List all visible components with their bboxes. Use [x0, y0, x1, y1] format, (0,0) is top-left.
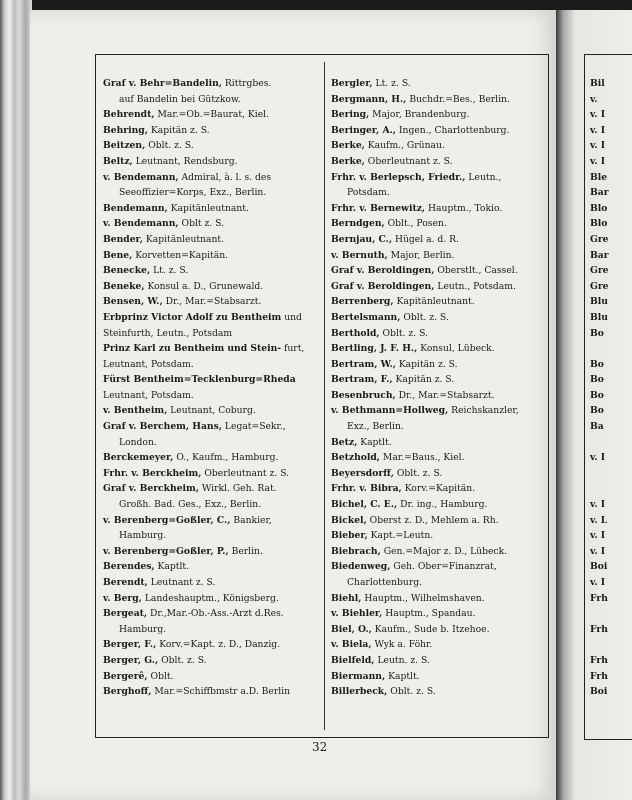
directory-entry [331, 92, 543, 108]
entry-detail: Hauptm., Spandau. [385, 608, 476, 620]
directory-entry [331, 107, 543, 123]
adjacent-page-column [590, 76, 632, 700]
entry-name: Biel, O., [331, 623, 372, 635]
entry-detail: Konsul, Lübeck. [420, 343, 495, 355]
directory-entry [103, 248, 315, 264]
entry-detail: Kaufm., Sude b. Itzehoe. [374, 623, 490, 635]
adjacent-page-fragment: Frh [590, 623, 608, 635]
adjacent-page-fragment: v. I [590, 155, 606, 167]
entry-name: Berger, G., [103, 654, 159, 666]
entry-name: Bensen, W., [103, 296, 163, 308]
directory-entry [331, 669, 543, 685]
adjacent-page-fragment: v. I [590, 124, 606, 136]
entry-detail: Oberstlt., Cassel. [437, 265, 518, 277]
entry-detail: Wyk a. Föhr. [374, 639, 433, 651]
adjacent-page-fragment [590, 341, 632, 357]
entry-detail: Lt. z. S. [375, 78, 411, 89]
directory-entry [331, 606, 543, 622]
directory-entry [103, 138, 315, 154]
entry-name: Graf v. Behr=Bandelin, [103, 78, 222, 89]
entry-detail: Kapitän z. S. [395, 374, 455, 386]
adjacent-page-fragment: Boi [590, 686, 608, 698]
entry-detail: Leutn., Potsdam. [437, 280, 516, 292]
entry-name: Bernjau, C., [331, 233, 393, 245]
entry-detail: Ingen., Charlottenburg. [398, 124, 510, 136]
adjacent-page-fragment: Frh [590, 670, 608, 682]
entry-detail: London. [119, 436, 157, 448]
entry-name: Berendes, [103, 561, 155, 573]
entry-name: Berke, [331, 155, 365, 167]
entry-name: Biehl, [331, 592, 362, 604]
entry-detail: Oblt. z. S. [382, 327, 428, 339]
entry-name: Bertram, F., [331, 374, 393, 386]
directory-entry [103, 606, 315, 637]
entry-detail: Leutnant z. S. [150, 577, 216, 588]
entry-name: Biebrach, [331, 545, 381, 557]
entry-detail: Oberst z. D., Mehlem a. Rh. [369, 514, 499, 526]
adjacent-page-fragment: Gre [590, 280, 609, 292]
entry-detail: Oblt z. S. [181, 218, 225, 230]
adjacent-page-fragment: Ba [590, 421, 604, 433]
entry-detail: Potsdam. [347, 187, 390, 199]
entry-detail: Major, Berlin. [390, 249, 455, 261]
adjacent-page-fragment: Bo [590, 327, 604, 339]
entry-detail: Leutnant, Potsdam. [103, 389, 194, 401]
directory-entry [331, 684, 543, 700]
entry-detail: Leutnant, Coburg. [170, 405, 256, 417]
entry-name: v. Bendemann, [103, 171, 179, 183]
entry-name: Graf v. Berchem, Hans, [103, 421, 222, 433]
entry-name: v. Biela, [331, 639, 372, 651]
entry-detail: Oblt. z. S. [403, 311, 449, 323]
entry-name: Bieber, [331, 530, 368, 542]
directory-entry [103, 170, 315, 201]
directory-entry [103, 653, 315, 669]
directory-entry [331, 341, 543, 357]
entry-detail: Hügel a. d. R. [394, 233, 459, 245]
entry-detail: Mar.=Baus., Kiel. [382, 452, 465, 464]
entry-name: Frhr. v. Berckheim, [103, 467, 202, 479]
directory-entry [103, 154, 315, 170]
entry-detail: Oblt. z. S. [161, 654, 207, 666]
entry-detail: Gen.=Major z. D., Lübeck. [383, 545, 508, 557]
adjacent-page-fragment: Bar [590, 187, 609, 199]
adjacent-page-fragment: Bo [590, 389, 604, 401]
entry-name: Behring, [103, 124, 148, 136]
entry-detail: Kapitän z. S. [150, 124, 210, 136]
entry-detail: Oblt. z. S. [396, 467, 443, 479]
entry-detail: Kapitänleutnant. [170, 202, 249, 214]
directory-entry [331, 326, 543, 342]
entry-name: Betz, [331, 436, 358, 448]
directory-entry [331, 513, 543, 529]
adjacent-page-fragment [590, 435, 632, 451]
directory-entry [103, 575, 315, 591]
directory-entry [103, 263, 315, 279]
entry-detail: Landeshauptm., Königsberg. [144, 592, 279, 604]
directory-entry [103, 591, 315, 607]
entry-name: Graf v. Berckheim, [103, 483, 199, 495]
page-number: 32 [312, 740, 328, 754]
entry-name: v. Berenberg=Goßler, P., [103, 545, 229, 557]
adjacent-page-fragment [590, 637, 632, 653]
adjacent-page-fragment: v. I [590, 109, 606, 121]
entry-detail: Hauptm., Tokio. [428, 202, 503, 214]
entry-name: v. Berenberg=Goßler, C., [103, 514, 231, 526]
adjacent-page-fragment: v. I [590, 545, 606, 557]
entry-detail: Admiral, à. l. s. des [181, 171, 272, 183]
entry-name: Besenbruch, [331, 389, 396, 401]
adjacent-page-fragment: Blu [590, 311, 608, 323]
entry-name: v. Bethmann=Hollweg, [331, 405, 449, 417]
entry-name: Bertram, W., [331, 358, 396, 370]
entry-name: Beltz, [103, 155, 133, 167]
entry-detail: Großh. Bad. Ges., Exz., Berlin. [119, 499, 262, 511]
directory-entry [103, 76, 315, 107]
adjacent-page-fragment: Blu [590, 296, 608, 308]
adjacent-page-fragment: v. I [590, 499, 606, 511]
entry-name: v. Biehler, [331, 608, 383, 620]
directory-entry [103, 123, 315, 139]
adjacent-page-fragment: Blo [590, 202, 608, 214]
directory-entry [103, 637, 315, 653]
adjacent-page-fragment: v. I [590, 140, 606, 152]
entry-name: Bergmann, H., [331, 93, 407, 105]
adjacent-page-fragment: Bo [590, 374, 604, 386]
entry-detail: Oblt. z. S. [148, 140, 194, 152]
directory-entry [103, 216, 315, 232]
entry-detail: furt, Leutnant, Potsdam. [103, 343, 305, 370]
entry-detail: Geh. Ober=Finanzrat, [393, 561, 497, 573]
entry-detail: Leutn. z. S. [377, 654, 430, 666]
directory-entry [331, 450, 543, 466]
entry-name: Behrendt, [103, 109, 155, 121]
directory-entry [103, 201, 315, 217]
entry-name: Billerbeck, [331, 686, 388, 698]
entry-detail: Major, Brandenburg. [372, 109, 470, 121]
entry-name: Beyersdorff, [331, 467, 394, 479]
entry-name: Berger, F., [103, 639, 157, 651]
entry-detail: Oberleutnant z. S. [367, 155, 453, 167]
directory-entry [331, 138, 543, 154]
directory-entry [331, 279, 543, 295]
adjacent-page-fragment: Bo [590, 358, 604, 370]
entry-detail: Kaptlt. [388, 670, 420, 682]
entry-name: v. Bendemann, [103, 218, 179, 230]
entry-name: Bender, [103, 233, 143, 245]
directory-entry [103, 513, 315, 544]
directory-entry [331, 497, 543, 513]
entry-name: Bielfeld, [331, 654, 375, 666]
entry-name: Bergerê, [103, 670, 148, 682]
directory-entry [103, 481, 315, 512]
entry-name: Beitzen, [103, 140, 146, 152]
directory-entry [103, 403, 315, 419]
directory-entry [331, 466, 543, 482]
entry-detail: Konsul a. D., Grunewald. [147, 280, 264, 292]
directory-entry [103, 341, 315, 372]
entry-detail: Dr., Mar.=Stabsarzt. [165, 296, 262, 308]
directory-entry [103, 232, 315, 248]
directory-entry [331, 435, 543, 451]
adjacent-page-fragment: v. I [590, 530, 606, 542]
entry-detail: Dr.,Mar.-Ob.-Ass.-Arzt d.Res. [150, 608, 284, 620]
adjacent-page-fragment: Blo [590, 218, 608, 230]
directory-entry [331, 372, 543, 388]
adjacent-page-fragment: Gre [590, 233, 609, 245]
entry-detail: Seeoffizier=Korps, Exz., Berlin. [119, 187, 267, 199]
directory-entry [331, 263, 543, 279]
directory-entry [331, 216, 543, 232]
entry-detail: Kaptlt. [360, 436, 392, 448]
entry-name: Betzhold, [331, 452, 380, 464]
adjacent-page-fragment: Ble [590, 171, 608, 183]
adjacent-page-fragment: Bil [590, 78, 605, 89]
entry-detail: Leutn., [468, 171, 502, 183]
entry-name: Benecke, [103, 265, 151, 277]
entry-name: Prinz Karl zu Bentheim und Stein- [103, 343, 282, 355]
directory-entry [103, 107, 315, 123]
directory-entry [331, 388, 543, 404]
entry-detail: Kapitän z. S. [398, 358, 458, 370]
entry-name: v. Bentheim, [103, 405, 168, 417]
adjacent-page-fragment: Frh [590, 592, 608, 604]
entry-detail: Kapt.=Leutn. [370, 530, 434, 542]
entry-name: Beringer, A., [331, 124, 396, 136]
entry-name: Fürst Bentheim=Tecklenburg=Rheda [103, 374, 296, 386]
entry-detail: Reichskanzler, [451, 405, 519, 417]
entry-detail: Korvetten=Kapitän. [135, 249, 229, 261]
directory-entry [331, 357, 543, 373]
directory-entry [331, 481, 543, 497]
entry-name: Frhr. v. Berlepsch, Friedr., [331, 171, 466, 183]
adjacent-page-fragment: v. I [590, 452, 606, 464]
entry-detail: Oblt. z. S. [390, 686, 436, 698]
adjacent-page-fragment [590, 606, 632, 622]
entry-detail: Dr. ing., Hamburg. [400, 499, 488, 511]
directory-entry [331, 591, 543, 607]
directory-entry [103, 669, 315, 685]
entry-detail: Kapitänleutnant. [396, 296, 475, 308]
adjacent-page-fragment: v. [590, 93, 598, 105]
directory-entry [103, 466, 315, 482]
directory-entry [103, 450, 315, 466]
entry-detail: und Steinfurth, Leutn., Potsdam [103, 311, 302, 339]
entry-name: v. Berg, [103, 592, 142, 604]
entry-detail: Wirkl. Geh. Rat. [201, 483, 277, 495]
entry-name: Graf v. Beroldingen, [331, 265, 435, 277]
directory-entry [331, 248, 543, 264]
entry-name: Biermann, [331, 670, 386, 682]
adjacent-page-fragment: v. I [590, 577, 606, 588]
entry-name: Bertelsmann, [331, 311, 401, 323]
entry-name: Graf v. Beroldingen, [331, 280, 435, 292]
directory-entry [331, 232, 543, 248]
entry-name: Bering, [331, 109, 370, 121]
directory-entry [103, 294, 315, 310]
entry-detail: Buchdr.=Bes., Berlin. [409, 93, 510, 105]
entry-detail: Leutnant, Rendsburg. [135, 155, 238, 167]
adjacent-page-fragment: v. L [590, 514, 608, 526]
directory-entry [331, 170, 543, 201]
adjacent-page [556, 10, 632, 800]
right-column [331, 76, 543, 700]
entry-name: v. Bernuth, [331, 249, 388, 261]
entry-name: Bergler, [331, 78, 373, 89]
adjacent-page-fragment [590, 481, 632, 497]
directory-entry [331, 528, 543, 544]
entry-detail: Berlin. [231, 545, 263, 557]
entry-detail: Korv.=Kapt. z. D., Danzig. [159, 639, 281, 651]
entry-name: Bene, [103, 249, 133, 261]
adjacent-page-fragment: Boi [590, 561, 608, 573]
entry-detail: Legat=Sekr., [224, 421, 286, 433]
entry-detail: Rittrgbes. [224, 78, 272, 89]
entry-detail: Kaptlt. [157, 561, 190, 573]
entry-detail: Oblt. [150, 670, 174, 682]
adjacent-page-fragment: Frh [590, 654, 608, 666]
directory-entry [331, 653, 543, 669]
entry-name: Beneke, [103, 280, 145, 292]
entry-detail: Dr., Mar.=Stabsarzt. [398, 389, 495, 401]
entry-detail: Hamburg. [119, 530, 167, 542]
entry-name: Frhr. v. Bibra, [331, 483, 402, 495]
directory-entry [331, 76, 543, 92]
adjacent-page-fragment: Bar [590, 249, 609, 261]
entry-detail: Exz., Berlin. [347, 421, 404, 433]
entry-detail: Lt. z. S. [153, 265, 189, 277]
entry-name: Bergeat, [103, 608, 148, 620]
entry-detail: Mar.=Schiffbmstr a.D. Berlin [154, 686, 291, 698]
directory-entry [331, 201, 543, 217]
entry-name: Berthold, [331, 327, 380, 339]
entry-detail: Oblt., Posen. [387, 218, 447, 230]
entry-detail: Charlottenburg. [347, 577, 423, 588]
entry-name: Berrenberg, [331, 296, 394, 308]
directory-entry [331, 622, 543, 638]
directory-entry [331, 403, 543, 434]
directory-entry [103, 419, 315, 450]
directory-entry [331, 559, 543, 590]
directory-entry [331, 310, 543, 326]
entry-name: Bertling, J. F. H., [331, 343, 418, 355]
entry-name: Berndgen, [331, 218, 385, 230]
directory-entry [103, 684, 315, 700]
directory-entry [103, 559, 315, 575]
directory-entry [103, 544, 315, 560]
entry-name: Frhr. v. Bernewitz, [331, 202, 426, 214]
entry-name: Bichel, C. E., [331, 499, 398, 511]
entry-name: Berghoff, [103, 686, 152, 698]
entry-name: Berendt, [103, 577, 148, 588]
entry-detail: auf Bandelin bei Gützkow. [119, 93, 241, 105]
adjacent-page-fragment: Bo [590, 405, 604, 417]
entry-name: Erbprinz Victor Adolf zu Bentheim [103, 311, 282, 323]
entry-name: Bickel, [331, 514, 367, 526]
book-spine [0, 0, 32, 800]
entry-name: Bendemann, [103, 202, 168, 214]
entry-detail: Mar.=Ob.=Baurat, Kiel. [157, 109, 270, 121]
adjacent-page-fragment: Gre [590, 265, 609, 277]
entry-detail: Kapitänleutnant. [145, 233, 225, 245]
directory-entry [331, 294, 543, 310]
entry-name: Biedenweg, [331, 561, 391, 573]
adjacent-page-fragment [590, 466, 632, 482]
directory-entry [331, 544, 543, 560]
entry-detail: Korv.=Kapitän. [404, 483, 476, 495]
entry-name: Berke, [331, 140, 365, 152]
entry-detail: Bankier, [233, 514, 272, 526]
entry-detail: O., Kaufm., Hamburg. [176, 452, 279, 464]
left-column [103, 76, 315, 700]
entry-detail: Hauptm., Wilhelmshaven. [364, 592, 485, 604]
directory-entry [331, 123, 543, 139]
directory-entry [103, 279, 315, 295]
directory-entry [103, 310, 315, 341]
directory-entry [331, 637, 543, 653]
directory-entry [103, 372, 315, 403]
entry-detail: Kaufm., Grünau. [367, 140, 445, 152]
entry-detail: Oberleutnant z. S. [204, 467, 290, 479]
directory-entry [331, 154, 543, 170]
entry-detail: Hamburg. [119, 623, 167, 635]
column-divider [324, 62, 325, 730]
entry-name: Berckemeyer, [103, 452, 174, 464]
